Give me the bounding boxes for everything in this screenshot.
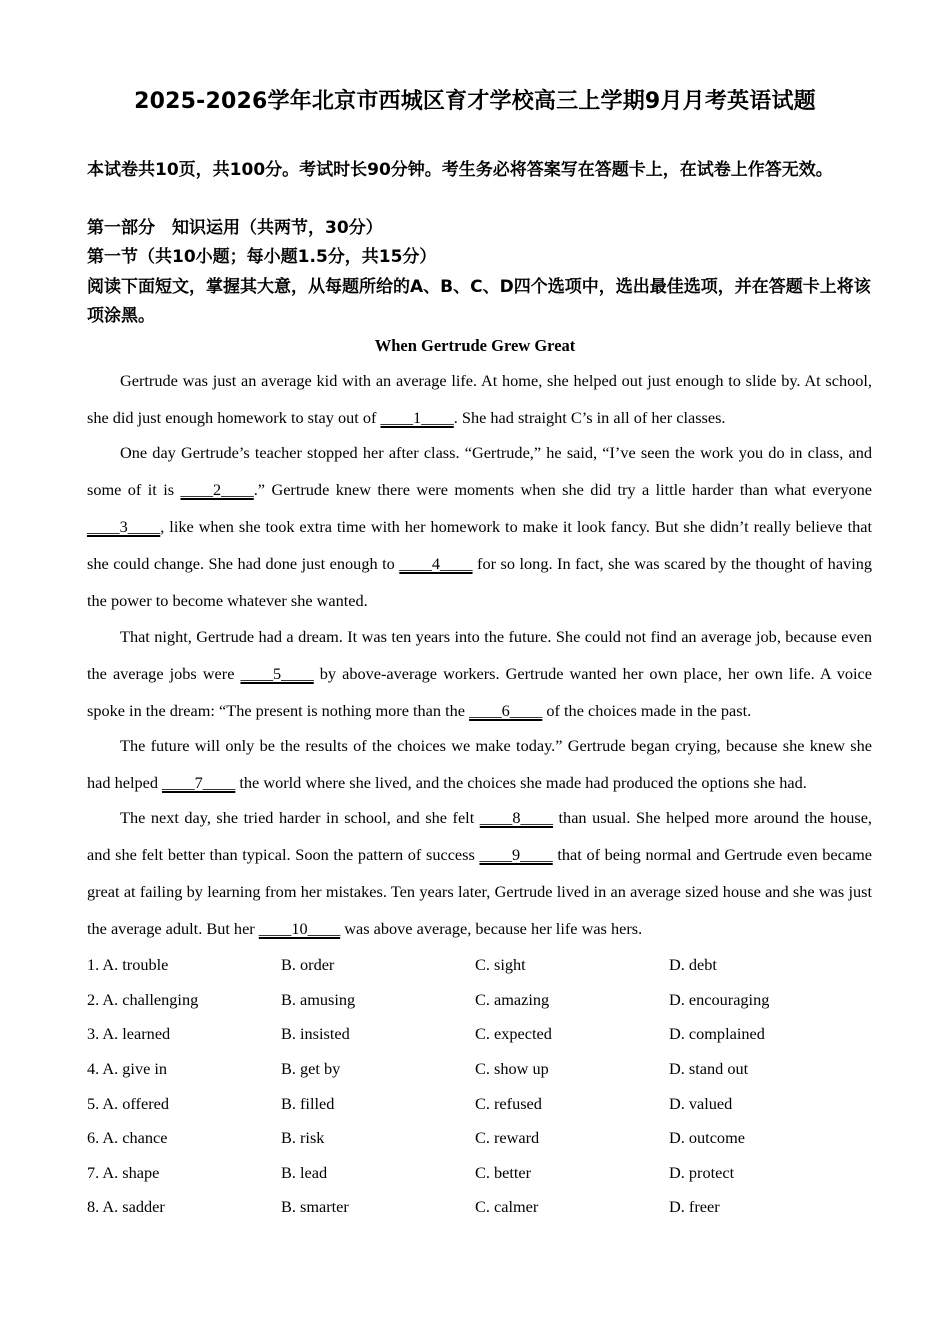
passage-text: , like when she took extra time with her homework to make it look fancy. But she didn’t really believe that she could change. She had done just enough to: [87, 517, 872, 573]
option-a: 5. A. offered: [87, 1094, 169, 1113]
blank-6: ____6____: [469, 701, 543, 720]
option-d: D. debt: [669, 955, 717, 974]
section-heading: 第一部分 知识运用（共两节，30分）: [87, 218, 383, 238]
question-options-6: [87, 1128, 887, 1150]
passage-paragraph-5: [87, 799, 872, 947]
option-b: B. smarter: [281, 1197, 349, 1216]
exam-instruction: 本试卷共10页，共100分。考试时长90分钟。考生务必将答案写在答题卡上，在试卷上作答无效。: [87, 160, 833, 180]
passage-paragraph-1: [87, 362, 872, 436]
passage-text: Gertrude was just an average kid with an average life. At home, she helped out just enough to slide by. At school, she did just enough homework to stay out of: [87, 371, 872, 427]
option-c: C. sight: [475, 955, 526, 974]
option-d: D. valued: [669, 1094, 733, 1113]
blank-1: ____1____: [380, 408, 454, 427]
option-d: D. outcome: [669, 1128, 745, 1147]
passage-text: was above average, because her life was hers.: [340, 919, 643, 938]
option-d: D. freer: [669, 1197, 720, 1216]
passage-text: The next day, she tried harder in school, and she felt: [120, 808, 480, 827]
option-b: B. filled: [281, 1094, 335, 1113]
option-b: B. order: [281, 955, 335, 974]
blank-7: ____7____: [162, 773, 236, 792]
option-b: B. lead: [281, 1163, 328, 1182]
question-options-8: [87, 1197, 887, 1219]
question-options-5: [87, 1094, 887, 1116]
passage-text: That night, Gertrude had a dream. It was ten years into the future. She could not find an average job, because even the average jobs were: [87, 627, 872, 683]
passage-title: When Gertrude Grew Great: [374, 336, 576, 355]
option-c: C. show up: [475, 1059, 549, 1078]
option-d: D. protect: [669, 1163, 735, 1182]
option-a: 3. A. learned: [87, 1024, 171, 1043]
option-d: D. stand out: [669, 1059, 749, 1078]
option-a: 1. A. trouble: [87, 955, 169, 974]
option-d: D. complained: [669, 1024, 765, 1043]
option-b: B. get by: [281, 1059, 341, 1078]
blank-2: ____2____: [180, 480, 254, 499]
blank-5: ____5____: [240, 664, 314, 683]
blank-8: ____8____: [479, 808, 554, 827]
passage-text: that of being normal and Gertrude even became great at failing by learning from her mistakes. Ten years later, Gertrude lived in an average sized house and she was just the average adult. But her: [87, 845, 872, 938]
passage-text: .” Gertrude knew there were moments when she did try a little harder than what everyone: [253, 480, 872, 499]
blank-3: ____3____: [87, 517, 161, 536]
option-a: 6. A. chance: [87, 1128, 168, 1147]
question-options-7: [87, 1163, 887, 1185]
question-options-4: [87, 1059, 887, 1081]
option-b: B. amusing: [281, 990, 356, 1009]
passage-paragraph-3: [87, 618, 872, 729]
option-c: C. amazing: [475, 990, 550, 1009]
reading-instruction: 阅读下面短文，掌握其大意，从每题所给的A、B、C、D四个选项中，选出最佳选项，并在答题卡上将该项涂黑。: [87, 277, 871, 326]
passage-text: by above-average workers. Gertrude wanted her own place, her own life. A voice spoke in the dream: “The present is nothing more than the: [87, 664, 872, 720]
option-b: B. risk: [281, 1128, 325, 1147]
option-a: 7. A. shape: [87, 1163, 160, 1182]
blank-4: ____4____: [399, 554, 473, 573]
option-d: D. encouraging: [669, 990, 770, 1009]
question-options-1: [87, 955, 887, 977]
question-options-2: [87, 990, 887, 1012]
passage-text: the world where she lived, and the choices she made had produced the options she had.: [235, 773, 807, 792]
blank-9: ____9____: [479, 845, 553, 864]
option-c: C. reward: [475, 1128, 540, 1147]
exam-title: 2025-2026学年北京市西城区育才学校高三上学期9月月考英语试题: [134, 89, 816, 114]
passage-text: . She had straight C’s in all of her classes.: [453, 408, 726, 427]
passage-text: than usual. She helped more around the house, and she felt better than typical. Soon the pattern of success: [87, 808, 872, 864]
option-c: C. expected: [475, 1024, 552, 1043]
option-c: C. calmer: [475, 1197, 539, 1216]
blank-10: ____10____: [258, 919, 341, 938]
option-c: C. better: [475, 1163, 532, 1182]
question-options-3: [87, 1024, 887, 1046]
option-b: B. insisted: [281, 1024, 350, 1043]
passage-text: for so long. In fact, she was scared by the thought of having the power to become whatever she wanted.: [87, 554, 872, 610]
passage-paragraph-4: [87, 727, 872, 801]
subsection-heading: 第一节（共10小题；每小题1.5分，共15分）: [87, 247, 437, 267]
passage-text: One day Gertrude’s teacher stopped her after class. “Gertrude,” he said, “I’ve seen the work you do in class, and some of it is: [87, 443, 872, 499]
option-c: C. refused: [475, 1094, 542, 1113]
passage-text: of the choices made in the past.: [542, 701, 752, 720]
passage-text: The future will only be the results of the choices we make today.” Gertrude began crying, because she knew she had helped: [87, 736, 872, 792]
option-a: 8. A. sadder: [87, 1197, 165, 1216]
passage-paragraph-2: [87, 434, 872, 619]
option-a: 2. A. challenging: [87, 990, 199, 1009]
option-a: 4. A. give in: [87, 1059, 168, 1078]
